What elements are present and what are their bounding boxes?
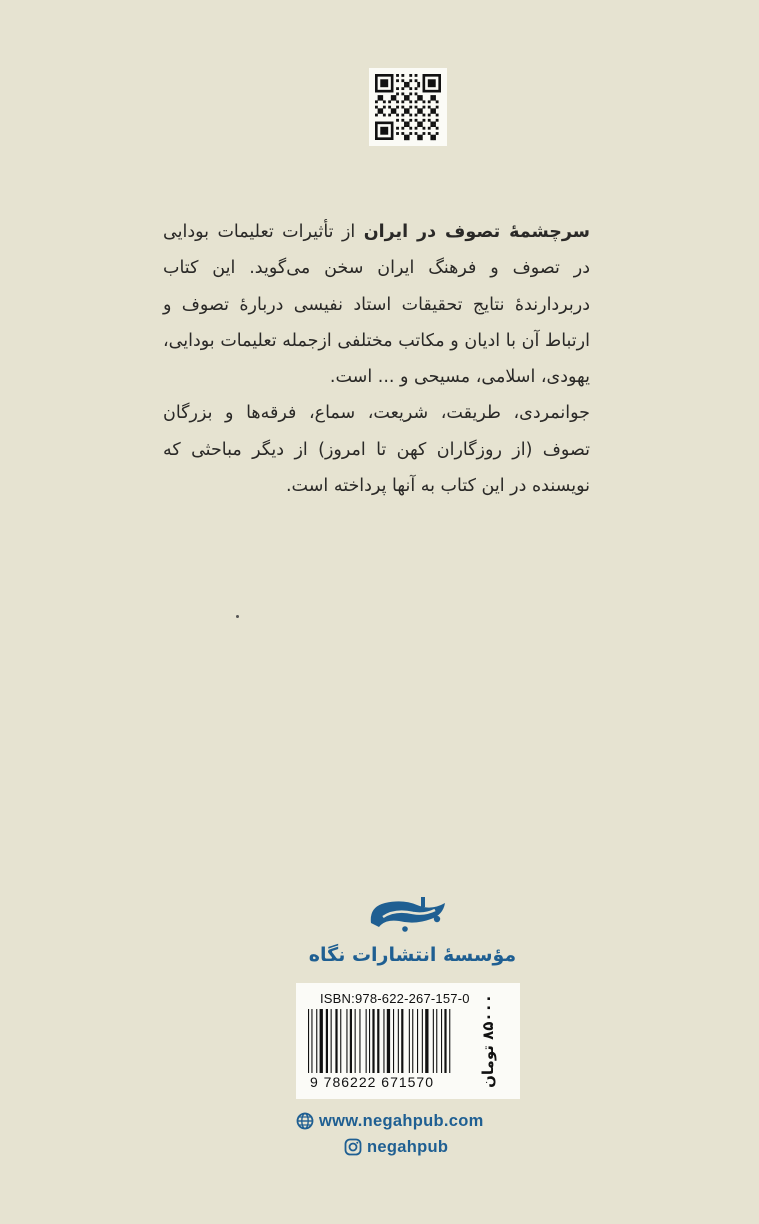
back-cover-blurb xyxy=(163,214,590,504)
isbn-label: ISBN:978-622-267-157-0 xyxy=(320,991,470,1006)
blurb-paragraph-1 xyxy=(163,214,590,395)
globe-icon xyxy=(296,1112,314,1130)
barcode-bars xyxy=(306,1009,478,1073)
blurb-paragraph-2: جوانمردی، طریقت، شریعت، سماع، فرقه‌ها و بزرگان تصوف (از روزگاران کهن تا امروز) از دیگر مباحثی که نویسنده در این کتاب به آنها پرداخته است. xyxy=(163,403,590,497)
instagram-icon xyxy=(344,1138,362,1156)
website-line[interactable] xyxy=(296,1110,484,1132)
barcode-block xyxy=(296,983,520,1099)
publisher-logo xyxy=(365,893,451,935)
qr-code xyxy=(369,68,447,146)
publisher-name: مؤسسهٔ انتشارات نگاه xyxy=(308,944,517,966)
blurb-paragraph-1-text: از تأثیرات تعلیمات بودایی در تصوف و فرهنگ ایران سخن می‌گوید. این کتاب دربردارندهٔ نتایج تحقیقات استاد نفیسی دربارهٔ تصوف و ارتباط آن با ادیان و مکاتب مختلفی ازجمله تعلیمات بودایی، یهودی، اسلامی، مسیحی و ... است. xyxy=(163,222,590,388)
book-title: سرچشمهٔ تصوف در ایران xyxy=(363,222,590,242)
instagram-handle[interactable]: negahpub xyxy=(367,1137,449,1156)
ean-digits: 9 786222 671570 xyxy=(310,1074,434,1090)
speck xyxy=(236,615,239,618)
instagram-line[interactable] xyxy=(344,1136,448,1158)
price-label: ۸۵۰۰۰ تومان xyxy=(479,994,497,1088)
website-url[interactable]: www.negahpub.com xyxy=(319,1111,484,1130)
